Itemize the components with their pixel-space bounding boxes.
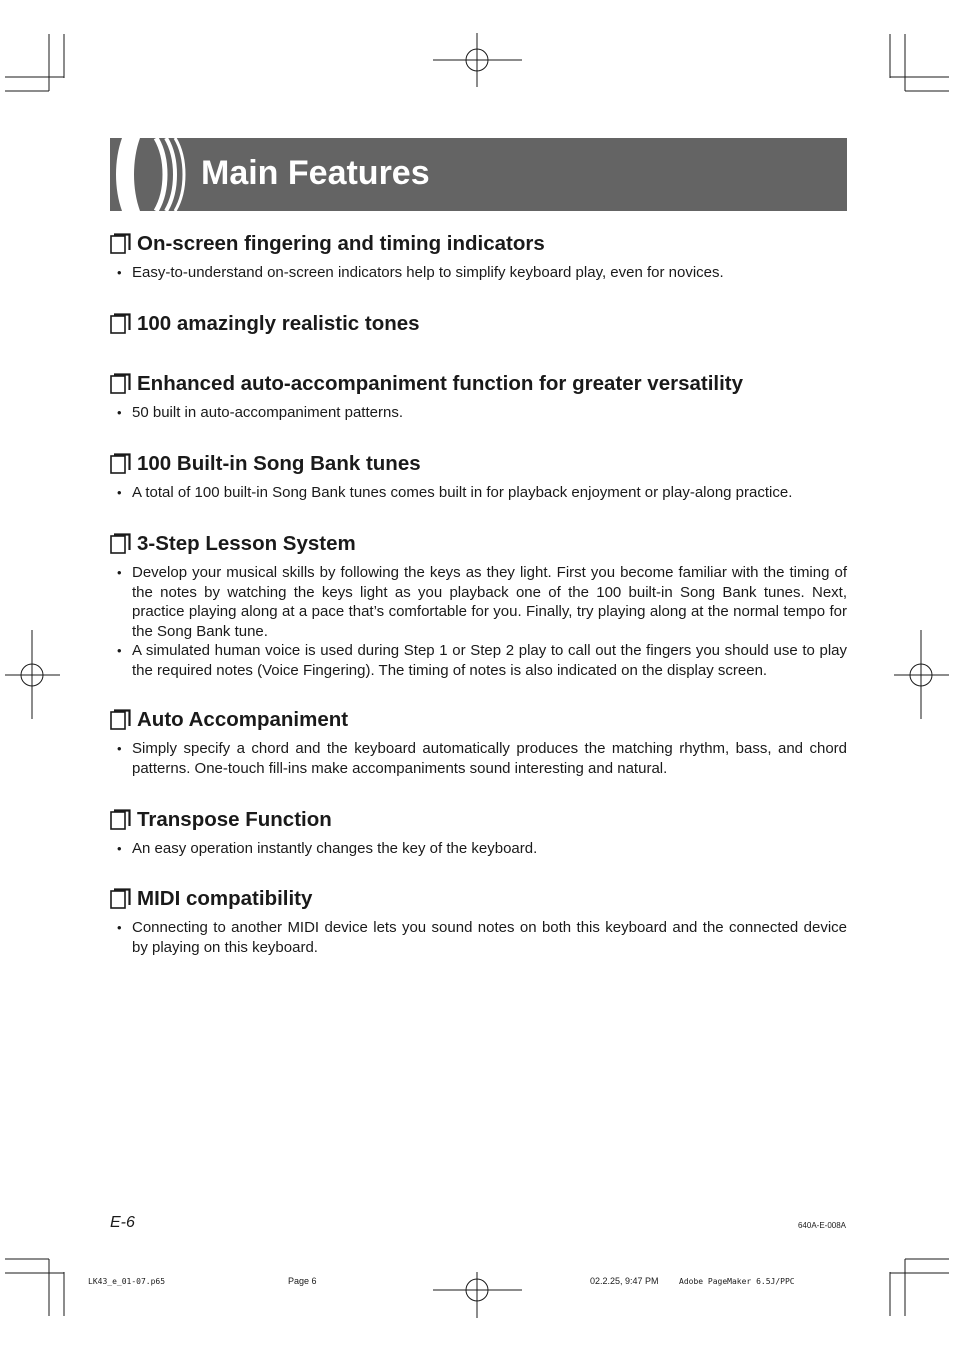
feature-heading (110, 884, 847, 914)
feature-heading (110, 309, 847, 339)
checkbox-bullet-icon (110, 809, 131, 830)
title-banner (110, 138, 847, 211)
feature-heading-text: Transpose Function (137, 808, 332, 831)
feature-heading (110, 369, 847, 399)
feature-bullets (110, 918, 847, 957)
feature-section (110, 805, 847, 884)
feature-section (110, 229, 847, 309)
bullet-item: • A total of 100 built-in Song Bank tunes comes built in for playback enjoyment or play-along practice. (110, 483, 847, 503)
feature-heading-text: 100 amazingly realistic tones (137, 312, 420, 335)
feature-heading-text: On-screen fingering and timing indicators (137, 232, 545, 255)
page-title: Main Features (201, 154, 430, 192)
feature-section (110, 449, 847, 529)
feature-bullets (110, 839, 847, 859)
page-number: E-6 (110, 1214, 135, 1231)
footer-filename: LK43_e_01-07.p65 (88, 1277, 166, 1286)
checkbox-bullet-icon (110, 453, 131, 474)
feature-section (110, 529, 847, 705)
feature-heading (110, 529, 847, 559)
feature-section (110, 884, 847, 957)
bracket-decoration-icon (110, 138, 200, 211)
feature-bullets (110, 483, 847, 503)
bullet-item: • A simulated human voice is used during Step 1 or Step 2 play to call out the fingers you should use to play the required notes (Voice Fingering). The timing of notes is also indicated on the display screen. (110, 641, 847, 680)
document-code: 640A-E-008A (797, 1221, 846, 1230)
footer-page: Page 6 (288, 1276, 317, 1286)
checkbox-bullet-icon (110, 313, 131, 334)
footer-date: 02.2.25, 9:47 PM (590, 1276, 659, 1286)
bullet-item: • Easy-to-understand on-screen indicators help to simplify keyboard play, even for novices. (110, 263, 847, 283)
feature-heading-text: 3-Step Lesson System (137, 532, 356, 555)
feature-section (110, 705, 847, 805)
bullet-item: • Develop your musical skills by following the keys as they light. First you become familiar with the timing of the notes by watching the keys light as you playback one of the 100 built-in Song Bank tunes. Next, practice playing along at a pace that’s comfortable for you. Finally, try playing along at the normal tempo for the Song Bank tune. (110, 563, 847, 641)
feature-bullets (110, 739, 847, 778)
checkbox-bullet-icon (110, 373, 131, 394)
feature-heading-text: MIDI compatibility (137, 887, 313, 910)
feature-bullets (110, 403, 847, 423)
feature-heading (110, 449, 847, 479)
footer-application: Adobe PageMaker 6.5J/PPC (679, 1277, 795, 1286)
feature-section (110, 309, 847, 369)
feature-heading-text: Auto Accompaniment (137, 708, 349, 731)
features-list (110, 229, 847, 957)
checkbox-bullet-icon (110, 709, 131, 730)
feature-heading-text: 100 Built-in Song Bank tunes (137, 452, 421, 475)
feature-heading (110, 805, 847, 835)
feature-heading-text: Enhanced auto-accompaniment function for greater versatility (137, 372, 744, 395)
feature-heading (110, 229, 847, 259)
bullet-item: • An easy operation instantly changes the key of the keyboard. (110, 839, 847, 859)
bullet-item: • 50 built in auto-accompaniment patterns. (110, 403, 847, 423)
bullet-item: • Simply specify a chord and the keyboard automatically produces the matching rhythm, bass, and chord patterns. One-touch fill-ins make accompaniments sound interesting and natural. (110, 739, 847, 778)
feature-bullets (110, 263, 847, 283)
feature-heading (110, 705, 847, 735)
bullet-item: • Connecting to another MIDI device lets you sound notes on both this keyboard and the connected device by playing on this keyboard. (110, 918, 847, 957)
checkbox-bullet-icon (110, 888, 131, 909)
checkbox-bullet-icon (110, 533, 131, 554)
feature-bullets (110, 563, 847, 681)
checkbox-bullet-icon (110, 233, 131, 254)
feature-section (110, 369, 847, 449)
